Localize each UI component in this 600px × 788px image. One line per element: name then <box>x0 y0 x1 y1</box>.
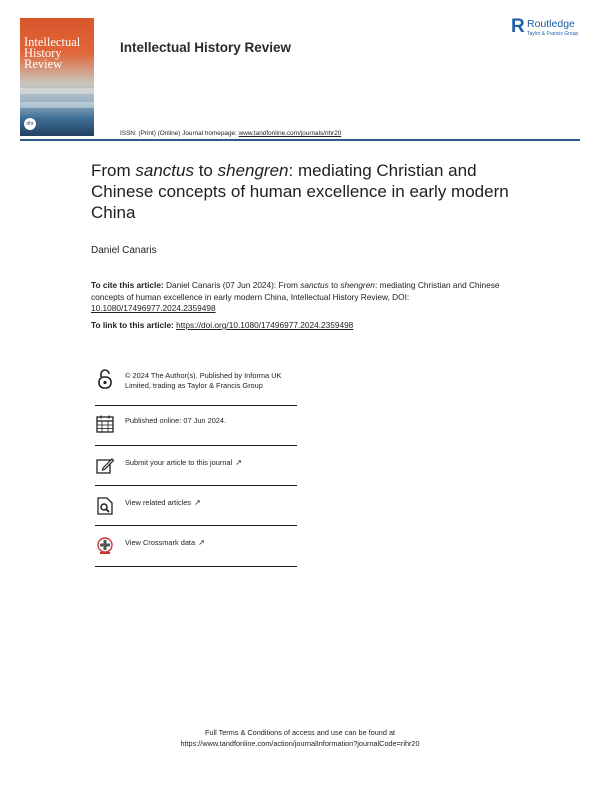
routledge-r-icon: R <box>511 16 525 37</box>
related-articles-row[interactable] <box>95 486 297 526</box>
journal-cover-image <box>20 18 94 136</box>
external-link-icon: ↗ <box>235 458 242 467</box>
published-online-row <box>95 406 297 446</box>
cover-badge: rihr <box>24 118 36 130</box>
external-link-icon: ↗ <box>198 538 205 547</box>
related-articles-icon <box>95 496 115 516</box>
cover-stripe <box>20 102 94 108</box>
published-online-text: Published online: 07 Jun 2024. <box>125 416 227 425</box>
footer-terms-url[interactable]: https://www.tandfonline.com/action/journalInformation?journalCode=rihr20 <box>180 739 420 748</box>
article-info-list <box>95 365 297 567</box>
article-title: From sanctus to shengren: mediating Christian and Chinese concepts of human excellence in early modern China <box>91 161 509 222</box>
crossmark-row[interactable] <box>95 526 297 567</box>
open-access-lock-icon <box>95 369 115 389</box>
doi-link[interactable]: 10.1080/17496977.2024.2359498 <box>91 303 216 313</box>
submit-article-row[interactable] <box>95 446 297 486</box>
publisher-tagline: Taylor & Francis Group <box>527 31 579 37</box>
publisher-logo <box>511 17 591 41</box>
related-articles-link[interactable]: View related articles <box>125 498 191 507</box>
citation-block: To cite this article: Daniel Canaris (07 Jun 2024): From sanctus to shengren: mediating Christian and Chinese concepts of human excellence in early modern China, Intellectual History Review, DOI: 10.1080/17496977.2024.2359498 <box>91 280 500 313</box>
article-author: Daniel Canaris <box>91 245 157 256</box>
footer-terms <box>0 727 600 749</box>
article-link-line: To link to this article: https://doi.org/10.1080/17496977.2024.2359498 <box>91 320 354 330</box>
publisher-name: Routledge <box>527 18 575 30</box>
copyright-text: © 2024 The Author(s). Published by Informa UK Limited, trading as Taylor & Francis Group <box>125 371 282 390</box>
header-rule <box>20 139 580 141</box>
edit-pencil-icon <box>95 456 115 476</box>
journal-homepage-link[interactable]: www.tandfonline.com/journals/rihr20 <box>238 130 342 137</box>
journal-name: Intellectual History Review <box>120 40 292 55</box>
external-link-icon: ↗ <box>194 498 201 507</box>
footer-terms-text: Full Terms & Conditions of access and use can be found at <box>204 728 396 737</box>
crossmark-link[interactable]: View Crossmark data <box>125 538 196 547</box>
open-access-row <box>95 365 297 406</box>
crossmark-icon <box>95 536 115 556</box>
issn-line: ISSN: (Print) (Online) Journal homepage: www.tandfonline.com/journals/rihr20 <box>120 130 342 137</box>
cover-stripe <box>20 88 94 94</box>
article-url-link[interactable]: https://doi.org/10.1080/17496977.2024.2359498 <box>176 320 354 330</box>
calendar-icon <box>95 414 115 434</box>
submit-article-link[interactable]: Submit your article to this journal <box>125 458 233 467</box>
cover-title: Intellectual History Review <box>24 35 81 71</box>
